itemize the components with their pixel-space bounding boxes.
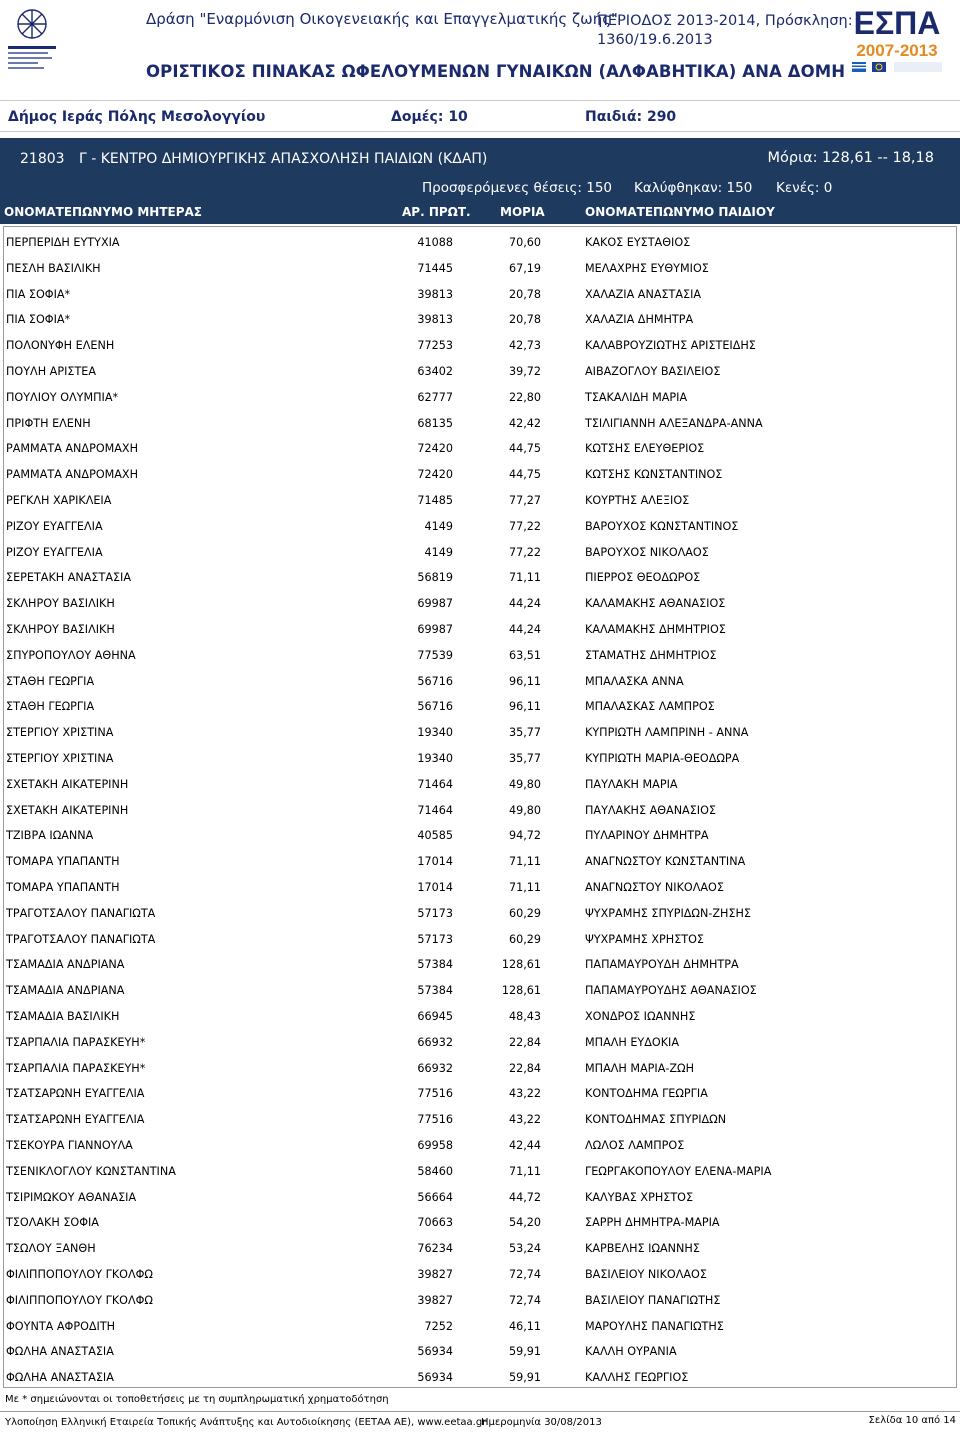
score-value: 70,60 — [508, 236, 541, 249]
mother-name: ΣΤΑΘΗ ΓΕΩΡΓΙΑ — [6, 700, 95, 714]
mother-name: ΦΩΛΗΑ ΑΝΑΣΤΑΣΙΑ — [6, 1345, 114, 1359]
mother-name: ΤΣΟΛΑΚΗ ΣΟΦΙΑ — [6, 1216, 99, 1230]
registration-number: 69987 — [417, 597, 453, 611]
score-value: 49,80 — [508, 803, 541, 817]
score-value: 44,24 — [508, 623, 541, 636]
table-row — [4, 1132, 956, 1158]
mother-name: ΤΣΑΜΑΔΙΑ ΑΝΔΡΙΑΝΑ — [6, 984, 125, 998]
child-name: ΠΑΠΑΜΑΥΡΟΥΔΗ ΔΗΜΗΤΡΑ — [585, 958, 739, 972]
implementation-credit: Υλοποίηση Ελληνική Εταιρεία Τοπικής Ανάπτυξης και Αυτοδιοίκησης (ΕΕΤΑΑ ΑΕ), www.eetaa.gr — [5, 1417, 487, 1428]
child-name: ΨΥΧΡΑΜΗΣ ΣΠΥΡΙΔΩΝ-ΖΗΣΗΣ — [585, 906, 751, 920]
mother-name: ΤΣΙΡΙΜΩΚΟΥ ΑΘΑΝΑΣΙΑ — [6, 1190, 137, 1204]
table-row — [4, 1158, 956, 1184]
score-value: 43,22 — [508, 1113, 541, 1127]
child-name: ΜΑΡΟΥΛΗΣ ΠΑΝΑΓΙΩΤΗΣ — [585, 1319, 724, 1333]
table-row — [4, 874, 956, 900]
column-header-reg: ΑΡ. ΠΡΩΤ. — [402, 205, 471, 219]
child-name: ΠΑΥΛΑΚΗ ΜΑΡΙΑ — [585, 777, 678, 791]
registration-number: 77539 — [417, 648, 453, 662]
table-row — [4, 1338, 956, 1364]
table-row — [4, 564, 956, 590]
registration-number: 41088 — [417, 236, 453, 249]
score-value: 39,72 — [508, 365, 541, 378]
child-name: ΚΟΝΤΟΔΗΜΑ ΓΕΩΡΓΙΑ — [585, 1087, 708, 1101]
mother-name: ΠΟΥΛΗ ΑΡΙΣΤΕΑ — [6, 365, 96, 378]
registration-number: 7252 — [424, 1319, 453, 1333]
child-name: ΚΩΤΣΗΣ ΚΩΝΣΤΑΝΤΙΝΟΣ — [585, 468, 723, 482]
mother-name: ΡΙΖΟΥ ΕΥΑΓΓΕΛΙΑ — [6, 545, 103, 559]
mother-name: ΡΑΜΜΑΤΑ ΑΝΔΡΟΜΑΧΗ — [6, 442, 139, 456]
score-value: 128,61 — [501, 984, 541, 998]
child-name: ΚΥΠΡΙΩΤΗ ΛΑΜΠΡΙΝΗ - ΑΝΝΑ — [585, 726, 749, 740]
score-value: 44,75 — [508, 442, 541, 456]
score-value: 48,43 — [508, 1010, 541, 1023]
child-name: ΚΑΚΟΣ ΕΥΣΤΑΘΙΟΣ — [585, 236, 691, 249]
score-value: 71,11 — [508, 855, 541, 869]
registration-number: 19340 — [417, 752, 453, 765]
score-value: 44,72 — [508, 1190, 541, 1204]
registration-number: 40585 — [417, 829, 453, 843]
table-row — [4, 1313, 956, 1339]
score-value: 77,22 — [508, 545, 541, 559]
child-name: ΣΑΡΡΗ ΔΗΜΗΤΡΑ-ΜΑΡΙΑ — [585, 1216, 720, 1230]
table-row — [4, 1055, 956, 1081]
table-row — [4, 926, 956, 952]
registration-number: 69958 — [417, 1139, 453, 1152]
mother-name: ΣΚΛΗΡΟΥ ΒΑΣΙΛΙΚΗ — [6, 623, 115, 636]
registration-number: 69987 — [417, 623, 453, 636]
score-value: 53,24 — [508, 1242, 541, 1256]
mother-name: ΤΣΕΚΟΥΡΑ ΓΙΑΝΝΟΥΛΑ — [6, 1139, 133, 1152]
mother-name: ΡΙΖΟΥ ΕΥΑΓΓΕΛΙΑ — [6, 519, 103, 533]
score-value: 71,11 — [508, 1164, 541, 1178]
score-range: Μόρια: 128,61 -- 18,18 — [767, 150, 934, 166]
mother-name: ΠΙΑ ΣΟΦΙΑ* — [6, 313, 71, 327]
beneficiaries-table — [3, 226, 957, 1388]
child-name: ΚΑΛΑΜΑΚΗΣ ΔΗΜΗΤΡΙΟΣ — [585, 623, 726, 636]
table-row — [4, 435, 956, 461]
mother-name: ΤΣΑΤΣΑΡΩΝΗ ΕΥΑΓΓΕΛΙΑ — [6, 1087, 145, 1101]
score-value: 54,20 — [508, 1216, 541, 1230]
mother-name: ΤΣΑΡΠΑΛΙΑ ΠΑΡΑΣΚΕΥΗ* — [6, 1035, 146, 1049]
child-name: ΚΑΛΛΗΣ ΓΕΩΡΓΙΟΣ — [585, 1371, 689, 1385]
child-name: ΒΑΣΙΛΕΙΟΥ ΝΙΚΟΛΑΟΣ — [585, 1268, 707, 1281]
registration-number: 71464 — [417, 803, 453, 817]
structures-count: Δομές: 10 — [391, 109, 468, 125]
mother-name: ΤΡΑΓΟΤΣΑΛΟΥ ΠΑΝΑΓΙΩΤΑ — [6, 932, 156, 946]
registration-number: 56934 — [417, 1345, 453, 1359]
mother-name: ΤΟΜΑΡΑ ΥΠΑΠΑΝΤΗ — [6, 881, 120, 894]
child-name: ΚΑΛΑΜΑΚΗΣ ΑΘΑΝΑΣΙΟΣ — [585, 597, 726, 611]
child-name: ΠΥΛΑΡΙΝΟΥ ΔΗΜΗΤΡΑ — [585, 829, 709, 843]
mother-name: ΠΡΙΦΤΗ ΕΛΕΝΗ — [6, 416, 91, 430]
registration-number: 57173 — [417, 932, 453, 946]
mother-name: ΣΕΡΕΤΑΚΗ ΑΝΑΣΤΑΣΙΑ — [6, 571, 131, 585]
score-value: 42,44 — [508, 1139, 541, 1152]
table-row — [4, 1235, 956, 1261]
table-row — [4, 771, 956, 797]
mother-name: ΣΚΛΗΡΟΥ ΒΑΣΙΛΙΚΗ — [6, 597, 115, 611]
mother-name: ΡΑΜΜΑΤΑ ΑΝΔΡΟΜΑΧΗ — [6, 468, 139, 482]
registration-number: 72420 — [417, 468, 453, 482]
table-row — [4, 1184, 956, 1210]
score-value: 20,78 — [508, 287, 541, 301]
child-name: ΠΑΠΑΜΑΥΡΟΥΔΗΣ ΑΘΑΝΑΣΙΟΣ — [585, 984, 757, 998]
mother-name: ΣΠΥΡΟΠΟΥΛΟΥ ΑΘΗΝΑ — [6, 648, 136, 662]
registration-number: 77516 — [417, 1113, 453, 1127]
program-title: Δράση "Εναρμόνιση Οικογενειακής και Επαγγελματικής ζωής" — [146, 10, 618, 28]
registration-number: 71445 — [417, 261, 453, 275]
structure-header — [0, 138, 960, 200]
table-row — [4, 281, 956, 307]
structure-code: 21803 — [20, 151, 65, 167]
score-value: 35,77 — [508, 726, 541, 740]
vacant-positions: Κενές: 0 — [776, 180, 833, 196]
registration-number: 57384 — [417, 958, 453, 972]
column-header-mother: ΟΝΟΜΑΤΕΠΩΝΥΜΟ ΜΗΤΕΡΑΣ — [4, 205, 202, 219]
child-name: ΓΕΩΡΓΑΚΟΠΟΥΛΟΥ ΕΛΕΝΑ-ΜΑΡΙΑ — [585, 1164, 772, 1178]
table-row — [4, 229, 956, 255]
table-row — [4, 1029, 956, 1055]
child-name: ΜΠΑΛΑΣΚΑ ΑΝΝΑ — [585, 674, 684, 688]
table-row — [4, 384, 956, 410]
registration-number: 4149 — [424, 519, 453, 533]
period-info — [597, 12, 853, 50]
score-value: 77,22 — [508, 519, 541, 533]
table-row — [4, 745, 956, 771]
table-row — [4, 539, 956, 565]
table-row — [4, 1106, 956, 1132]
table-header — [0, 200, 960, 224]
program-logo-icon — [4, 2, 60, 74]
offered-positions: Προσφερόμενες θέσεις: 150 — [422, 180, 613, 196]
score-value: 22,84 — [508, 1061, 541, 1075]
registration-number: 72420 — [417, 442, 453, 456]
child-name: ΜΠΑΛΗ ΕΥΔΟΚΙΑ — [585, 1035, 679, 1049]
mother-name: ΤΟΜΑΡΑ ΥΠΑΠΑΝΤΗ — [6, 855, 120, 869]
mother-name: ΣΤΕΡΓΙΟΥ ΧΡΙΣΤΙΝΑ — [6, 752, 114, 765]
espa-logo-icon — [838, 4, 956, 76]
table-row — [4, 797, 956, 823]
child-name: ΠΙΕΡΡΟΣ ΘΕΟΔΩΡΟΣ — [585, 571, 701, 585]
table-row — [4, 410, 956, 436]
footnote: Με * σημειώνονται οι τοποθετήσεις με τη συμπληρωματική χρηματοδότηση — [5, 1394, 389, 1405]
table-row — [4, 590, 956, 616]
child-name: ΧΑΛΑΖΙΑ ΑΝΑΣΤΑΣΙΑ — [585, 287, 702, 301]
score-value: 72,74 — [508, 1293, 541, 1307]
table-row — [4, 900, 956, 926]
score-value: 77,27 — [508, 494, 541, 507]
table-row — [4, 719, 956, 745]
score-value: 35,77 — [508, 752, 541, 765]
children-count: Παιδιά: 290 — [585, 109, 677, 125]
mother-name: ΤΣΑΤΣΑΡΩΝΗ ΕΥΑΓΓΕΛΙΑ — [6, 1113, 145, 1127]
table-row — [4, 358, 956, 384]
child-name: ΜΕΛΑΧΡΗΣ ΕΥΘΥΜΙΟΣ — [585, 261, 709, 275]
table-row — [4, 822, 956, 848]
page-title: ΟΡΙΣΤΙΚΟΣ ΠΙΝΑΚΑΣ ΩΦΕΛΟΥΜΕΝΩΝ ΓΥΝΑΙΚΩΝ (ΑΛΦΑΒΗΤΙΚΑ) ΑΝΑ ΔΟΜΗ — [146, 62, 846, 81]
registration-number: 76234 — [417, 1242, 453, 1256]
registration-number: 39813 — [417, 287, 453, 301]
municipality-bar — [0, 100, 960, 132]
mother-name: ΠΙΑ ΣΟΦΙΑ* — [6, 287, 71, 301]
score-value: 59,91 — [508, 1371, 541, 1385]
mother-name: ΦΙΛΙΠΠΟΠΟΥΛΟΥ ΓΚΟΛΦΩ — [6, 1268, 153, 1281]
child-name: ΠΑΥΛΑΚΗΣ ΑΘΑΝΑΣΙΟΣ — [585, 803, 716, 817]
table-row — [4, 848, 956, 874]
score-value: 20,78 — [508, 313, 541, 327]
score-value: 71,11 — [508, 881, 541, 894]
registration-number: 77516 — [417, 1087, 453, 1101]
covered-positions: Καλύφθηκαν: 150 — [634, 180, 753, 196]
score-value: 44,24 — [508, 597, 541, 611]
child-name: ΑΝΑΓΝΩΣΤΟΥ ΚΩΝΣΤΑΝΤΙΝΑ — [585, 855, 746, 869]
score-value: 72,74 — [508, 1268, 541, 1281]
table-row — [4, 668, 956, 694]
table-row — [4, 1287, 956, 1313]
child-name: ΜΠΑΛΑΣΚΑΣ ΛΑΜΠΡΟΣ — [585, 700, 715, 714]
score-value: 46,11 — [508, 1319, 541, 1333]
table-row — [4, 1261, 956, 1287]
table-row — [4, 977, 956, 1003]
score-value: 60,29 — [508, 932, 541, 946]
registration-number: 56819 — [417, 571, 453, 585]
registration-number: 56934 — [417, 1371, 453, 1385]
registration-number: 70663 — [417, 1216, 453, 1230]
table-row — [4, 951, 956, 977]
page-number: Σελίδα 10 από 14 — [868, 1415, 956, 1426]
table-row — [4, 487, 956, 513]
mother-name: ΦΩΛΗΑ ΑΝΑΣΤΑΣΙΑ — [6, 1371, 114, 1385]
registration-number: 56664 — [417, 1190, 453, 1204]
child-name: ΚΑΛΛΗ ΟΥΡΑΝΙΑ — [585, 1345, 677, 1359]
score-value: 42,42 — [508, 416, 541, 430]
mother-name: ΣΤΑΘΗ ΓΕΩΡΓΙΑ — [6, 674, 95, 688]
mother-name: ΤΣΕΝΙΚΛΟΓΛΟΥ ΚΩΝΣΤΑΝΤΙΝΑ — [6, 1164, 176, 1178]
score-value: 22,80 — [508, 390, 541, 404]
registration-number: 68135 — [417, 416, 453, 430]
child-name: ΚΥΠΡΙΩΤΗ ΜΑΡΙΑ-ΘΕΟΔΩΡΑ — [585, 752, 740, 765]
column-header-score: ΜΟΡΙΑ — [500, 205, 545, 219]
mother-name: ΤΣΩΛΟΥ ΞΑΝΘΗ — [6, 1242, 96, 1256]
mother-name: ΠΕΣΛΗ ΒΑΣΙΛΙΚΗ — [6, 261, 101, 275]
registration-number: 19340 — [417, 726, 453, 740]
mother-name: ΣΤΕΡΓΙΟΥ ΧΡΙΣΤΙΝΑ — [6, 726, 114, 740]
score-value: 44,75 — [508, 468, 541, 482]
child-name: ΚΩΤΣΗΣ ΕΛΕΥΘΕΡΙΟΣ — [585, 442, 705, 456]
mother-name: ΤΣΑΜΑΔΙΑ ΒΑΣΙΛΙΚΗ — [6, 1010, 120, 1023]
score-value: 96,11 — [508, 674, 541, 688]
table-row — [4, 642, 956, 668]
espa-logo-text: ΕΣΠΑ — [853, 5, 941, 41]
mother-name: ΣΧΕΤΑΚΗ ΑΙΚΑΤΕΡΙΝΗ — [6, 777, 129, 791]
child-name: ΚΑΛΑΒΡΟΥΖΙΩΤΗΣ ΑΡΙΣΤΕΙΔΗΣ — [585, 339, 756, 353]
child-name: ΤΣΙΛΙΓΙΑΝΝΗ ΑΛΕΞΑΝΔΡΑ-ΑΝΝΑ — [585, 416, 763, 430]
score-value: 67,19 — [508, 261, 541, 275]
mother-name: ΠΕΡΠΕΡΙΔΗ ΕΥΤΥΧΙΑ — [6, 236, 120, 249]
child-name: ΜΠΑΛΗ ΜΑΡΙΑ-ΖΩΗ — [585, 1061, 695, 1075]
table-row — [4, 513, 956, 539]
child-name: ΚΑΡΒΕΛΗΣ ΙΩΑΝΝΗΣ — [585, 1242, 700, 1256]
registration-number: 39827 — [417, 1293, 453, 1307]
table-row — [4, 306, 956, 332]
espa-logo-years: 2007-2013 — [856, 41, 938, 60]
mother-name: ΠΟΛΟΝΥΦΗ ΕΛΕΝΗ — [6, 339, 115, 353]
registration-number: 56716 — [417, 674, 453, 688]
score-value: 43,22 — [508, 1087, 541, 1101]
child-name: ΨΥΧΡΑΜΗΣ ΧΡΗΣΤΟΣ — [585, 932, 704, 946]
table-row — [4, 255, 956, 281]
child-name: ΑΝΑΓΝΩΣΤΟΥ ΝΙΚΟΛΑΟΣ — [585, 881, 724, 894]
registration-number: 66945 — [417, 1010, 453, 1023]
score-value: 49,80 — [508, 777, 541, 791]
score-value: 63,51 — [508, 648, 541, 662]
child-name: ΒΑΡΟΥΧΟΣ ΚΩΝΣΤΑΝΤΙΝΟΣ — [585, 519, 739, 533]
table-row — [4, 1209, 956, 1235]
table-row — [4, 1080, 956, 1106]
mother-name: ΤΖΙΒΡΑ ΙΩΑΝΝΑ — [6, 829, 94, 843]
municipality-name: Δήμος Ιεράς Πόλης Μεσολογγίου — [8, 109, 266, 125]
registration-number: 71464 — [417, 777, 453, 791]
table-row — [4, 693, 956, 719]
footer-divider — [0, 1411, 960, 1412]
score-value: 96,11 — [508, 700, 541, 714]
table-row — [4, 332, 956, 358]
table-row — [4, 1003, 956, 1029]
score-value: 22,84 — [508, 1035, 541, 1049]
child-name: ΤΣΑΚΑΛΙΔΗ ΜΑΡΙΑ — [585, 390, 688, 404]
score-value: 60,29 — [508, 906, 541, 920]
table-row — [4, 616, 956, 642]
registration-number: 39827 — [417, 1268, 453, 1281]
registration-number: 56716 — [417, 700, 453, 714]
registration-number: 39813 — [417, 313, 453, 327]
registration-number: 17014 — [417, 881, 453, 894]
document-header — [0, 0, 960, 96]
table-row — [4, 461, 956, 487]
mother-name: ΦΟΥΝΤΑ ΑΦΡΟΔΙΤΗ — [6, 1319, 116, 1333]
period-line-1: ΠΕΡΙΟΔΟΣ 2013-2014, Πρόσκληση: — [597, 13, 853, 29]
registration-number: 17014 — [417, 855, 453, 869]
mother-name: ΡΕΓΚΛΗ ΧΑΡΙΚΛΕΙΑ — [6, 494, 112, 507]
mother-name: ΤΡΑΓΟΤΣΑΛΟΥ ΠΑΝΑΓΙΩΤΑ — [6, 906, 156, 920]
registration-number: 57173 — [417, 906, 453, 920]
registration-number: 66932 — [417, 1061, 453, 1075]
mother-name: ΤΣΑΜΑΔΙΑ ΑΝΔΡΙΑΝΑ — [6, 958, 125, 972]
child-name: ΛΩΛΟΣ ΛΑΜΠΡΟΣ — [585, 1139, 685, 1152]
registration-number: 77253 — [417, 339, 453, 353]
score-value: 59,91 — [508, 1345, 541, 1359]
child-name: ΚΑΛΥΒΑΣ ΧΡΗΣΤΟΣ — [585, 1190, 694, 1204]
column-header-child: ΟΝΟΜΑΤΕΠΩΝΥΜΟ ΠΑΙΔΙΟΥ — [585, 205, 775, 219]
score-value: 71,11 — [508, 571, 541, 585]
child-name: ΚΟΝΤΟΔΗΜΑΣ ΣΠΥΡΙΔΩΝ — [585, 1113, 727, 1127]
mother-name: ΣΧΕΤΑΚΗ ΑΙΚΑΤΕΡΙΝΗ — [6, 803, 129, 817]
child-name: ΒΑΣΙΛΕΙΟΥ ΠΑΝΑΓΙΩΤΗΣ — [585, 1293, 721, 1307]
child-name: ΚΟΥΡΤΗΣ ΑΛΕΞΙΟΣ — [585, 494, 690, 507]
mother-name: ΦΙΛΙΠΠΟΠΟΥΛΟΥ ΓΚΟΛΦΩ — [6, 1293, 153, 1307]
registration-number: 62777 — [417, 390, 453, 404]
registration-number: 57384 — [417, 984, 453, 998]
child-name: ΑΙΒΑΖΟΓΛΟΥ ΒΑΣΙΛΕΙΟΣ — [585, 365, 721, 378]
mother-name: ΠΟΥΛΙΟΥ ΟΛΥΜΠΙΑ* — [6, 390, 119, 404]
child-name: ΧΑΛΑΖΙΑ ΔΗΜΗΤΡΑ — [585, 313, 694, 327]
score-value: 94,72 — [508, 829, 541, 843]
registration-number: 63402 — [417, 365, 453, 378]
child-name: ΣΤΑΜΑΤΗΣ ΔΗΜΗΤΡΙΟΣ — [585, 648, 717, 662]
score-value: 42,73 — [508, 339, 541, 353]
registration-number: 58460 — [417, 1164, 453, 1178]
registration-number: 71485 — [417, 494, 453, 507]
registration-number: 66932 — [417, 1035, 453, 1049]
child-name: ΧΟΝΔΡΟΣ ΙΩΑΝΝΗΣ — [585, 1010, 696, 1023]
mother-name: ΤΣΑΡΠΑΛΙΑ ΠΑΡΑΣΚΕΥΗ* — [6, 1061, 146, 1075]
document-date: Ημερομηνία 30/08/2013 — [481, 1417, 602, 1428]
table-row — [4, 1364, 956, 1390]
score-value: 128,61 — [501, 958, 541, 972]
child-name: ΒΑΡΟΥΧΟΣ ΝΙΚΟΛΑΟΣ — [585, 545, 709, 559]
registration-number: 4149 — [424, 545, 453, 559]
structure-name: Γ - ΚΕΝΤΡΟ ΔΗΜΙΟΥΡΓΙΚΗΣ ΑΠΑΣΧΟΛΗΣΗ ΠΑΙΔΙΩΝ (ΚΔΑΠ) — [79, 151, 488, 167]
period-line-2: 1360/19.6.2013 — [597, 32, 713, 48]
